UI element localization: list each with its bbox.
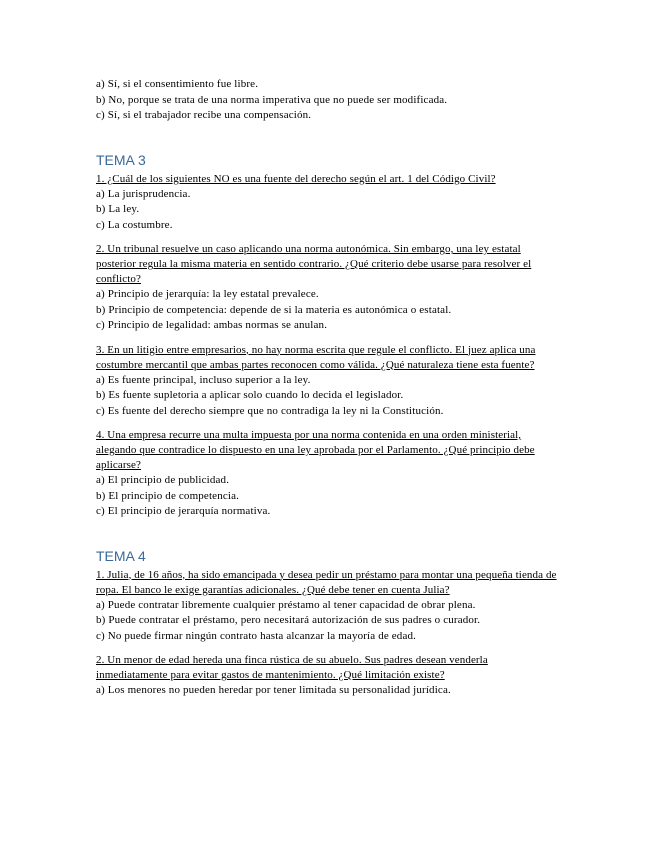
option-text: c) Sí, si el trabajador recibe una compensación. <box>96 109 312 121</box>
option-text: c) La costumbre. <box>96 218 173 231</box>
question-block <box>96 653 561 699</box>
section-heading-tema-4: TEMA 4 <box>96 547 146 564</box>
question-text: 3. En un litigio entre empresarios, no hay norma escrita que regule el conflicto. El juez aplica una costumbre mercantil que ambas partes reconocen como válida. ¿Qué naturaleza tiene esta fuente? <box>96 343 536 371</box>
option-text: b) La ley. <box>96 203 140 215</box>
question-block <box>96 172 561 234</box>
option-text: a) El principio de publicidad. <box>96 474 230 486</box>
section-heading-tema-3: TEMA 3 <box>96 151 146 168</box>
option-text: c) El principio de jerarquía normativa. <box>96 505 271 517</box>
option-text: b) Puede contratar el préstamo, pero necesitará autorización de sus padres o curador. <box>96 614 481 626</box>
option-text: b) Es fuente supletoria a aplicar solo cuando lo decida el legislador. <box>96 389 404 401</box>
question-text: 4. Una empresa recurre una multa impuesta por una norma contenida en una orden ministerial, alegando que contradice lo dispuesto en una ley aprobada por el Parlamento. ¿Qué principio debe aplicarse? <box>96 429 535 471</box>
question-block <box>96 428 561 520</box>
option-text: a) La jurisprudencia. <box>96 187 191 200</box>
option-text: a) Es fuente principal, incluso superior a la ley. <box>96 373 311 386</box>
question-text: 1. ¿Cuál de los siguientes NO es una fuente del derecho según el art. 1 del Código Civil? <box>96 172 496 185</box>
option-text: b) El principio de competencia. <box>96 489 240 502</box>
question-block <box>96 568 561 645</box>
option-text: c) Principio de legalidad: ambas normas se anulan. <box>96 319 328 331</box>
question-text: 2. Un menor de edad hereda una finca rústica de su abuelo. Sus padres desean venderla inmediatamente para evitar gastos de mantenimiento. ¿Qué limitación existe? <box>96 654 488 681</box>
option-text: a) Sí, si el consentimiento fue libre. <box>96 78 259 90</box>
question-text: 2. Un tribunal resuelve un caso aplicando una norma autonómica. Sin embargo, una ley estatal posterior regula la misma materia en sentido contrario. ¿Qué criterio debe usarse para resolver el conflicto? <box>96 243 532 285</box>
option-text: a) Puede contratar libremente cualquier préstamo al tener capacidad de obrar plena. <box>96 598 476 611</box>
option-text: b) No, porque se trata de una norma imperativa que no puede ser modificada. <box>96 93 448 106</box>
intro-options <box>96 77 561 124</box>
option-text: c) Es fuente del derecho siempre que no contradiga la ley ni la Constitución. <box>96 404 444 417</box>
question-text: 1. Julia, de 16 años, ha sido emancipada y desea pedir un préstamo para montar una pequeña tienda de ropa. El banco le exige garantías adicionales. ¿Qué debe tener en cuenta Julia? <box>96 568 557 596</box>
question-block <box>96 242 561 334</box>
question-block <box>96 343 561 420</box>
option-text: a) Los menores no pueden heredar por tener limitada su personalidad jurídica. <box>96 684 451 696</box>
option-text: b) Principio de competencia: depende de si la materia es autonómica o estatal. <box>96 303 452 316</box>
document-body <box>96 77 561 699</box>
option-text: a) Principio de jerarquía: la ley estatal prevalece. <box>96 288 319 300</box>
option-text: c) No puede firmar ningún contrato hasta alcanzar la mayoría de edad. <box>96 629 417 642</box>
